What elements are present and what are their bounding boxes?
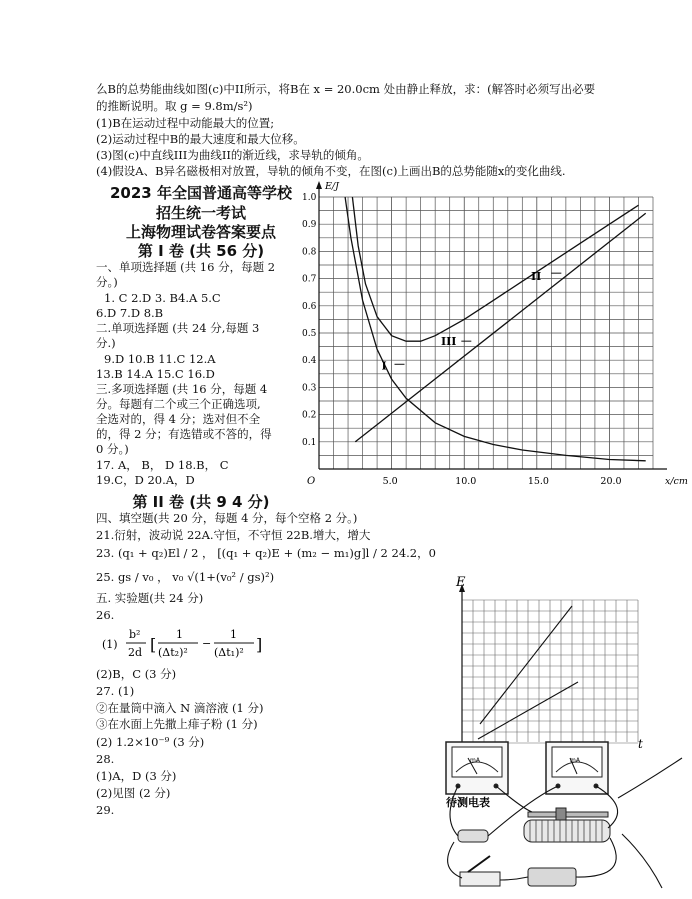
y-axis-label: E/J (325, 181, 339, 192)
y-tick-label: 0.6 (302, 301, 317, 312)
x-tick-label: 10.0 (455, 476, 477, 487)
number-26: 26. (96, 608, 115, 622)
part-1-title: 第 I 卷 (共 56 分) (137, 242, 265, 260)
sec3-head-3: 全选对的，得 4 分；选对但不全 (96, 412, 261, 426)
battery (528, 868, 576, 886)
series-label-I: I (381, 359, 387, 373)
meter1-label: mA (470, 757, 480, 764)
meter-caption: 待测电表 (446, 796, 490, 809)
sec3-head-5: 0 分。) (96, 442, 129, 456)
answer-title-line-2: 招生统一考试 (155, 204, 246, 222)
y-tick-label: 0.5 (302, 329, 317, 339)
question-1: (1)B在运动过程中动能最大的位置; (96, 116, 275, 130)
intro-line-1: 么B的总势能曲线如图(c)中II所示，将B在 x = 20.0cm 处由静止释放，求：(解答时必须写出必要 (96, 82, 596, 96)
small-y-label: E (456, 576, 466, 590)
sec5-head: 五. 实验题(共 24 分) (96, 591, 204, 605)
formula-term1-num: 1 (176, 628, 183, 641)
x-tick-label: 20.0 (600, 476, 622, 487)
meter-under-test (446, 742, 508, 794)
sec1-head-1: 一、单项选择题 (共 16 分，每题 2 (96, 260, 276, 274)
answer-27-2: ②在量筒中滴入 N 滴溶液 (1 分) (96, 701, 264, 715)
x-tick-label: 5.0 (382, 476, 398, 487)
sec1-head-2: 分。) (96, 275, 118, 289)
formula-coef-num: b² (129, 628, 141, 641)
small-line-1 (480, 606, 572, 724)
answer-27-4: (2) 1.2×10⁻⁹ (3 分) (96, 735, 205, 749)
sec2-row-1: 9.D 10.B 11.C 12.A (104, 352, 216, 366)
series-line-III (355, 213, 645, 441)
circuit-diagram (432, 738, 688, 895)
formula-term2-den: (Δt₁)² (214, 646, 244, 659)
svg-text:[: [ (150, 635, 157, 654)
series-label-II: II (531, 269, 542, 283)
y-tick-label: 0.9 (302, 220, 317, 231)
answer-28-2: (2)见图 (2 分) (96, 786, 171, 800)
origin-label: O (307, 476, 316, 487)
sec3-row-1: 17. A， B， D 18.B， C (96, 458, 229, 472)
question-4: (4)假设A、B异名磁极相对放置，导轨的倾角不变，在图(c)上画出B的总势能随x的变化曲线. (96, 164, 566, 178)
sec3-head-4: 的，得 2 分；有选错或不答的，得 (96, 427, 272, 441)
meter2-label: mA (570, 757, 580, 764)
answer-28-1: (1)A，D (3 分) (96, 769, 177, 783)
y-tick-label: 0.3 (302, 383, 317, 394)
answer-21-22: 21.衍射，波动说 22A.守恒，不守恒 22B.增大，增大 (96, 528, 371, 542)
formula-term2-num: 1 (230, 628, 237, 641)
sec3-row-2: 19.C，D 20.A，D (96, 473, 195, 487)
answer-27-3: ③在水面上先撒上痱子粉 (1 分) (96, 717, 258, 731)
resistor (458, 830, 488, 842)
sec3-head-1: 三.多项选择题 (共 16 分，每题 4 (96, 382, 268, 396)
sec2-head-2: 分.) (96, 336, 116, 350)
answer-23-24: 23. (q₁ + q₂)El / 2 ， [(q₁ + q₂)E + (m₂ − m₁)g]l / 2 24.2，0 (96, 546, 436, 560)
reference-meter (546, 742, 608, 794)
answer-title-line-1: 2023 年全国普通高等学校 (110, 184, 292, 202)
sec2-row-2: 13.B 14.A 15.C 16.D (96, 367, 215, 381)
x-tick-label: 15.0 (527, 476, 549, 487)
formula-term1-den: (Δt₂)² (158, 646, 188, 659)
answer-25: 25. gs / v₀ ， v₀ √(1+(v₀² / gs)²) (96, 570, 275, 584)
intro-line-2: 的推断说明。取 g = 9.8m/s²) (96, 99, 253, 113)
svg-text:−: − (202, 637, 212, 650)
y-axis-arrow (316, 181, 322, 189)
sec1-row-2: 6.D 7.D 8.B (96, 306, 164, 320)
sec4-head: 四、填空题(共 20 分，每题 4 分，每个空格 2 分。) (96, 511, 358, 525)
sec1-row-1: 1. C 2.D 3. B4.A 5.C (104, 291, 221, 305)
question-2: (2)运动过程中B的最大速度和最大位移。 (96, 132, 305, 146)
y-tick-label: 0.2 (302, 410, 317, 421)
formula-coef-den: 2d (128, 646, 143, 659)
part-2-title: 第 II 卷 (共 9 4 分) (132, 493, 270, 511)
y-tick-label: 1.0 (302, 193, 317, 203)
number-29: 29. (96, 803, 115, 817)
y-tick-label: 0.8 (302, 247, 317, 258)
formula-26-1 (96, 624, 296, 664)
y-tick-label: 0.4 (302, 356, 317, 367)
energy-time-graph (450, 576, 650, 748)
formula-prefix: (1) (102, 638, 118, 651)
sec2-head-1: 二.单项选择题 (共 24 分,每题 3 (96, 321, 260, 335)
y-tick-label: 0.1 (302, 437, 317, 448)
number-27: 27. (1) (96, 684, 135, 698)
small-x-label: t (638, 737, 643, 748)
question-3: (3)图(c)中直线III为曲线II的渐近线，求导轨的倾角。 (96, 148, 369, 162)
rheostat (524, 808, 610, 842)
energy-chart (300, 175, 688, 495)
answer-26-2: (2)B，C (3 分) (96, 667, 177, 681)
switch (460, 856, 500, 886)
series-line-I (345, 197, 646, 461)
svg-text:]: ] (256, 635, 263, 654)
series-label-III: III (440, 335, 457, 349)
x-axis-label: x/cm (665, 476, 688, 487)
number-28: 28. (96, 752, 115, 766)
sec3-head-2: 分。每题有二个或三个正确选项, (96, 397, 261, 411)
y-tick-label: 0.7 (302, 274, 317, 285)
answer-title-line-3: 上海物理试卷答案要点 (125, 223, 276, 241)
